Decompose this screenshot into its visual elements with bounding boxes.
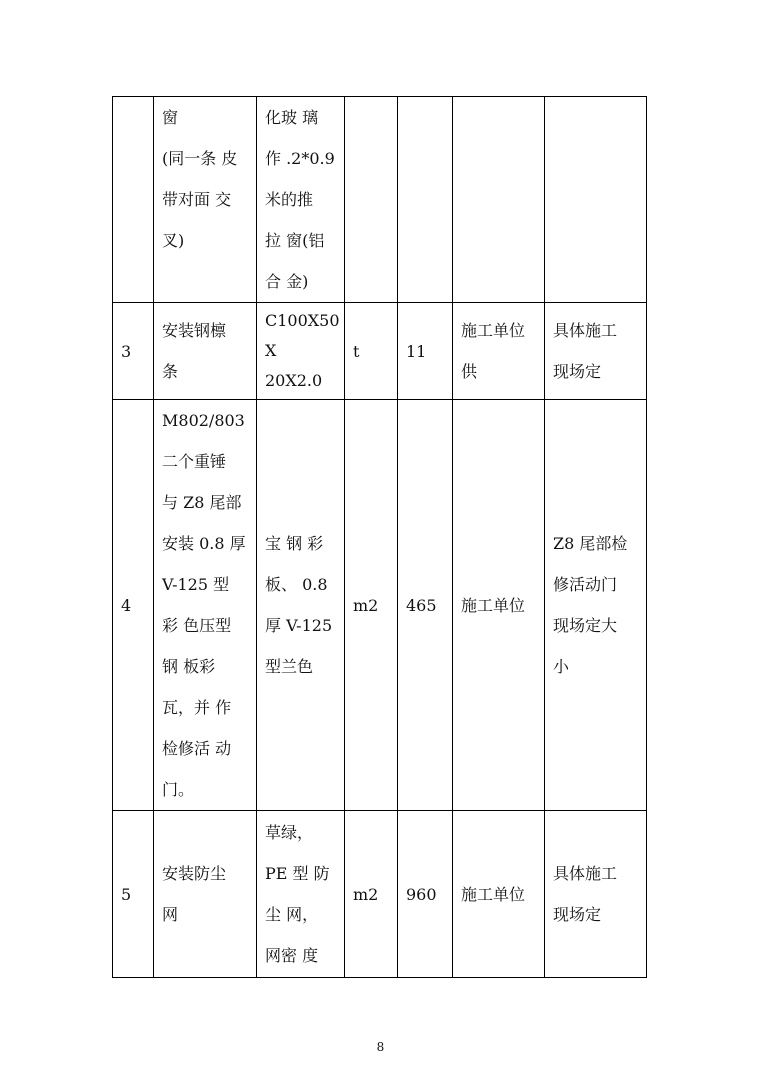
item-description: 安装防尘 网 <box>154 811 257 978</box>
item-unit <box>345 97 398 303</box>
item-quantity: 960 <box>398 811 453 978</box>
table-row <box>113 400 647 811</box>
item-unit: t <box>345 303 398 400</box>
item-quantity: 465 <box>398 400 453 811</box>
item-remark: Z8 尾部检 修活动门 现场定大 小 <box>545 400 647 811</box>
row-number <box>113 97 154 303</box>
work-items-table <box>112 96 647 978</box>
item-supplier: 施工单位 供 <box>453 303 545 400</box>
row-number: 4 <box>113 400 154 811</box>
item-supplier: 施工单位 <box>453 811 545 978</box>
item-remark <box>545 97 647 303</box>
item-quantity: 11 <box>398 303 453 400</box>
page-number: 8 <box>376 1040 385 1054</box>
row-number: 3 <box>113 303 154 400</box>
item-description: 窗 (同一条 皮 带对面 交 叉) <box>154 97 257 303</box>
item-description: M802/803 二个重锤 与 Z8 尾部 安装 0.8 厚 V-125 型 彩 色压型 钢 板彩 瓦，并 作 检修活 动 门。 <box>154 400 257 811</box>
item-spec: 草绿， PE 型 防 尘 网， 网密 度 <box>257 811 345 978</box>
row-number: 5 <box>113 811 154 978</box>
item-remark: 具体施工 现场定 <box>545 811 647 978</box>
table-row <box>113 97 647 303</box>
item-quantity <box>398 97 453 303</box>
item-spec: C100X50 X 20X2.0 <box>257 303 345 400</box>
item-unit: m2 <box>345 811 398 978</box>
table-row <box>113 303 647 400</box>
item-unit: m2 <box>345 400 398 811</box>
item-supplier <box>453 97 545 303</box>
item-supplier: 施工单位 <box>453 400 545 811</box>
item-remark: 具体施工 现场定 <box>545 303 647 400</box>
item-spec: 化玻 璃 作 .2*0.9 米的推 拉 窗(铝 合 金) <box>257 97 345 303</box>
table-row <box>113 811 647 978</box>
item-description: 安装钢檩 条 <box>154 303 257 400</box>
item-spec: 宝 钢 彩 板、 0.8 厚 V-125 型兰色 <box>257 400 345 811</box>
